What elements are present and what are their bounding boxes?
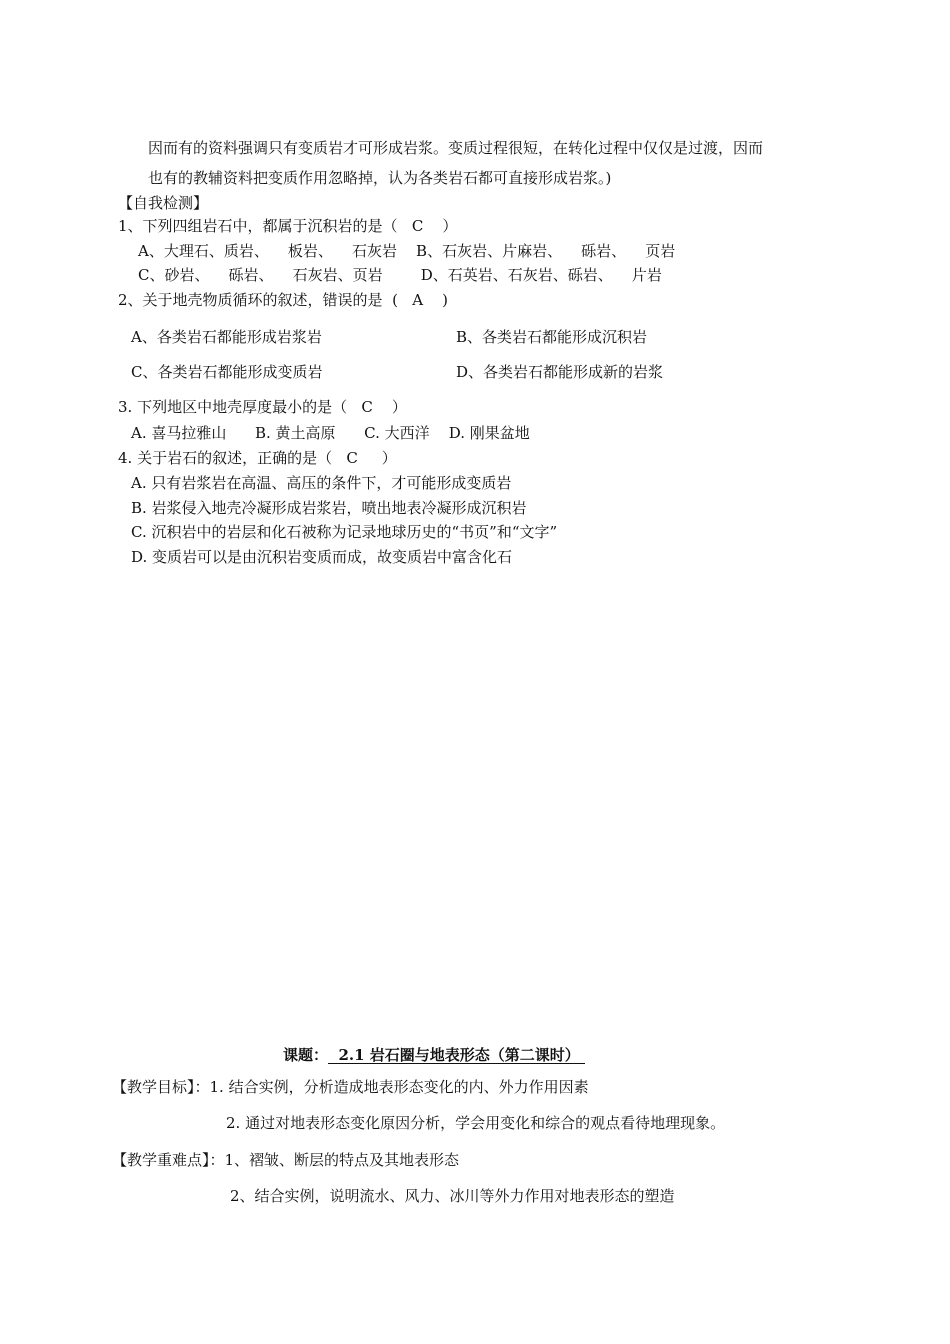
q4-option-b: B. 岩浆侵入地壳冷凝形成岩浆岩，喷出地表冷凝形成沉积岩 (131, 499, 527, 517)
lesson-title (283, 1045, 585, 1065)
teaching-goals-label: 【教学目标】： (112, 1078, 210, 1096)
lesson-title-label: 课题： (283, 1046, 329, 1064)
lesson-title-text: 2.1 岩石圈与地表形态（第二课时） (328, 1046, 586, 1064)
q2-option-d: D、各类岩石都能形成新的岩浆 (456, 363, 664, 381)
q1-stem: 1、下列四组岩石中，都属于沉积岩的是（ C ） (118, 217, 458, 235)
key-point-1: 1、褶皱、断层的特点及其地表形态 (224, 1151, 460, 1169)
q4-stem: 4. 关于岩石的叙述，正确的是（ C ） (118, 449, 397, 467)
q2-option-c: C、各类岩石都能形成变质岩 (131, 363, 323, 381)
q2-stem: 2、关于地壳物质循环的叙述，错误的是 ( A ) (118, 291, 448, 309)
q1-options-row-1: A、大理石、质岩、 板岩、 石灰岩 B、石灰岩、片麻岩、 砾岩、 页岩 (138, 242, 676, 260)
intro-line-2: 也有的教辅资料把变质作用忽略掉，认为各类岩石都可直接形成岩浆。) (148, 169, 612, 187)
q2-option-b: B、各类岩石都能形成沉积岩 (456, 328, 648, 346)
key-point-2: 2、结合实例，说明流水、风力、冰川等外力作用对地表形态的塑造 (230, 1187, 675, 1205)
q3-stem: 3. 下列地区中地壳厚度最小的是（ C ） (118, 398, 407, 416)
key-points-label: 【教学重难点】： (112, 1151, 225, 1169)
q2-option-a: A、各类岩石都能形成岩浆岩 (131, 328, 322, 346)
key-points (112, 1150, 459, 1170)
teaching-goals (112, 1077, 589, 1097)
q4-option-c: C. 沉积岩中的岩层和化石被称为记录地球历史的“书页”和“文字” (131, 523, 558, 541)
q3-options: A. 喜马拉雅山 B. 黄土高原 C. 大西洋 D. 刚果盆地 (131, 424, 530, 442)
intro-line-1: 因而有的资料强调只有变质岩才可形成岩浆。变质过程很短，在转化过程中仅仅是过渡，因而 (148, 139, 764, 157)
q4-option-d: D. 变质岩可以是由沉积岩变质而成，故变质岩中富含化石 (131, 548, 513, 566)
q1-options-row-2: C、砂岩、 砾岩、 石灰岩、页岩 D、石英岩、石灰岩、砾岩、 片岩 (138, 266, 662, 284)
self-check-heading: 【自我检测】 (118, 194, 209, 212)
q4-option-a: A. 只有岩浆岩在高温、高压的条件下，才可能形成变质岩 (131, 474, 512, 492)
goal-2: 2. 通过对地表形态变化原因分析，学会用变化和综合的观点看待地理现象。 (226, 1114, 726, 1132)
goal-1: 1. 结合实例，分析造成地表形态变化的内、外力作用因素 (209, 1078, 589, 1096)
